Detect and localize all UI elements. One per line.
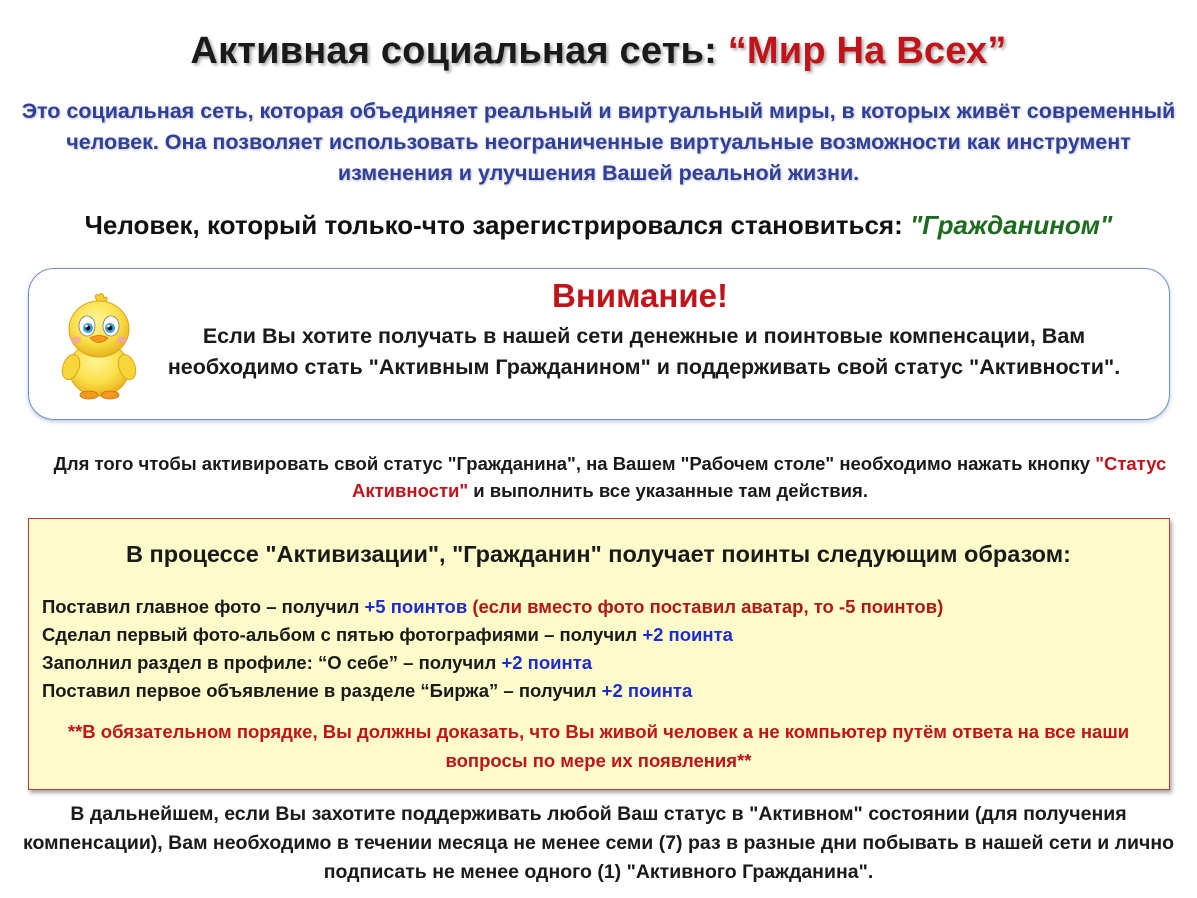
points-list: [42, 593, 1152, 705]
howto-after: и выполнить все указанные там действия.: [468, 480, 868, 501]
item-text: Заполнил раздел в профиле: “О себе” – получил: [42, 652, 502, 673]
activation-title: В процессе "Активизации", "Гражданин" получает поинты следующим образом:: [126, 541, 1071, 567]
citizen-text: Человек, который только-что зарегистрировался становиться:: [84, 210, 910, 240]
title-prefix: Активная социальная сеть:: [190, 30, 728, 72]
item-points: +2 поинта: [601, 680, 693, 701]
howto-before: Для того чтобы активировать свой статус "Гражданина", на Вашем "Рабочем столе" необходимо нажать кнопку: [53, 453, 1096, 474]
status-activity-button-name: "Статус Активности": [352, 453, 1167, 501]
mandatory-note: **В обязательном порядке, Вы должны доказать, что Вы живой человек а не компьютер путём ответа на все наши вопросы по мере их появления**: [67, 721, 1130, 771]
attention-box: [28, 268, 1170, 420]
item-text: Поставил главное фото – получил: [42, 596, 365, 617]
item-points: +2 поинта: [501, 652, 593, 673]
activation-points-box: [28, 518, 1170, 790]
maintenance-paragraph: В дальнейшем, если Вы захотите поддерживать любой Ваш статус в "Активном" состоянии (для получения компенсации), Вам необходимо в течении месяца не менее семи (7) раз в разные дни побывать в нашей сети и лично подписать не менее одного (1) "Активного Гражданина".: [22, 803, 1175, 883]
list-item: [42, 677, 1152, 705]
citizen-status: "Гражданином": [909, 210, 1113, 240]
intro-paragraph: Это социальная сеть, которая объединяет реальный и виртуальный миры, в которых живёт современный человек. Она позволяет использовать неограниченные виртуальные возможности как инструмент изменения и улучшения Вашей реальной жизни.: [21, 99, 1176, 185]
item-points: +2 поинта: [642, 624, 733, 645]
list-item: [42, 649, 1152, 677]
activation-instructions: [40, 450, 1180, 504]
list-item: [42, 593, 1152, 621]
attention-message: Если Вы хотите получать в нашей сети денежные и поинтовые компенсации, Вам необходимо стать "Активным Гражданином" и поддерживать свой статус "Активности".: [167, 324, 1121, 379]
item-points: +5 поинтов: [364, 596, 468, 617]
attention-heading: Внимание!: [552, 277, 728, 314]
item-text: Поставил первое объявление в разделе “Биржа” – получил: [42, 680, 602, 701]
citizen-statement: [0, 210, 1197, 241]
brand-name: “Мир На Всех”: [727, 30, 1007, 72]
page-title: [0, 30, 1197, 73]
item-note: (если вместо фото поставил аватар, то -5 поинтов): [467, 596, 944, 617]
item-text: Сделал первый фото-альбом с пятью фотографиями – получил: [42, 624, 643, 645]
list-item: [42, 621, 1152, 649]
